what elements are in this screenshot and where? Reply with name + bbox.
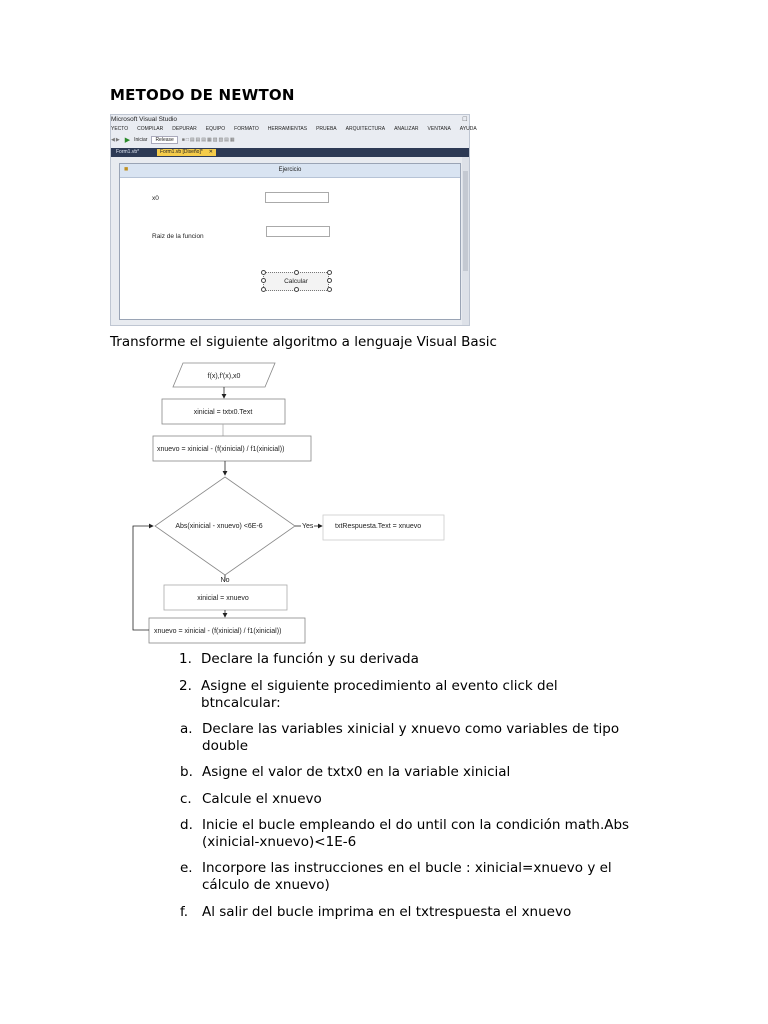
textbox-result xyxy=(266,226,330,237)
menu-item: FORMATO xyxy=(234,126,259,132)
vs-document-tabs xyxy=(111,148,469,157)
tab-form1-design: Form1.vb [Diseño]* ✕ xyxy=(157,149,216,156)
calcular-button: Calcular xyxy=(263,272,329,291)
vs-menu-bar xyxy=(111,126,477,132)
document-title: METODO DE NEWTON xyxy=(110,86,295,104)
close-tab-icon: ✕ xyxy=(208,149,213,155)
notification-icon: □ xyxy=(462,116,467,123)
start-label: Iniciar xyxy=(134,137,148,143)
loop2-text: xnuevo = xinicial - (f(xinicial) / f1(xinicial)) xyxy=(154,628,282,635)
menu-item: PRUEBA xyxy=(316,126,337,132)
label-root: Raiz de la funcion xyxy=(152,233,204,240)
loop-back-arrow xyxy=(133,526,153,630)
configuration-dropdown: Release xyxy=(151,136,177,144)
menu-item: YECTO xyxy=(111,126,129,132)
textbox-x0 xyxy=(265,192,329,203)
label-x0: x0 xyxy=(152,195,159,202)
form-icon: ■ xyxy=(124,166,129,173)
menu-item: HERRAMIENTAS xyxy=(267,126,308,132)
vertical-scrollbar xyxy=(462,157,469,325)
form-designer-window xyxy=(119,163,461,320)
form-title-bar: Ejercicio xyxy=(120,164,460,178)
vs-toolbar xyxy=(111,135,469,145)
loop1-text: xinicial = xnuevo xyxy=(197,595,249,602)
tab-form1-code: Form1.vb* xyxy=(116,149,140,155)
input-text: f(x),f'(x),x0 xyxy=(207,373,241,380)
menu-item: VENTANA xyxy=(427,126,451,132)
menu-item: COMPILAR xyxy=(137,126,164,132)
intro-paragraph: Transforme el siguiente algoritmo a lenguaje Visual Basic xyxy=(110,334,497,350)
menu-item: EQUIPO xyxy=(205,126,226,132)
toolbar-icons: ■□▤▤▤▦▧▨▤▦ xyxy=(181,137,236,143)
decision-text: Abs(xinicial - xnuevo) <6E-6 xyxy=(175,523,263,530)
visual-studio-screenshot xyxy=(110,114,477,326)
yes-label: Yes xyxy=(302,523,314,530)
output-text: txtRespuesta.Text = xnuevo xyxy=(335,523,422,530)
menu-item: AYUDA xyxy=(459,126,477,132)
nav-arrows-icon: ◀▶ xyxy=(111,137,121,143)
step2-text: xnuevo = xinicial - (f(xinicial) / f1(xinicial)) xyxy=(157,446,285,453)
menu-item: DEPURAR xyxy=(172,126,197,132)
newton-flowchart xyxy=(125,358,455,646)
menu-item: ANALIZAR xyxy=(394,126,419,132)
menu-item: ARQUITECTURA xyxy=(345,126,386,132)
play-icon: ▶ xyxy=(124,137,131,144)
step1-text: xinicial = txtx0.Text xyxy=(193,409,253,416)
vs-window-title: Microsoft Visual Studio xyxy=(111,116,177,123)
no-label: No xyxy=(220,577,230,584)
